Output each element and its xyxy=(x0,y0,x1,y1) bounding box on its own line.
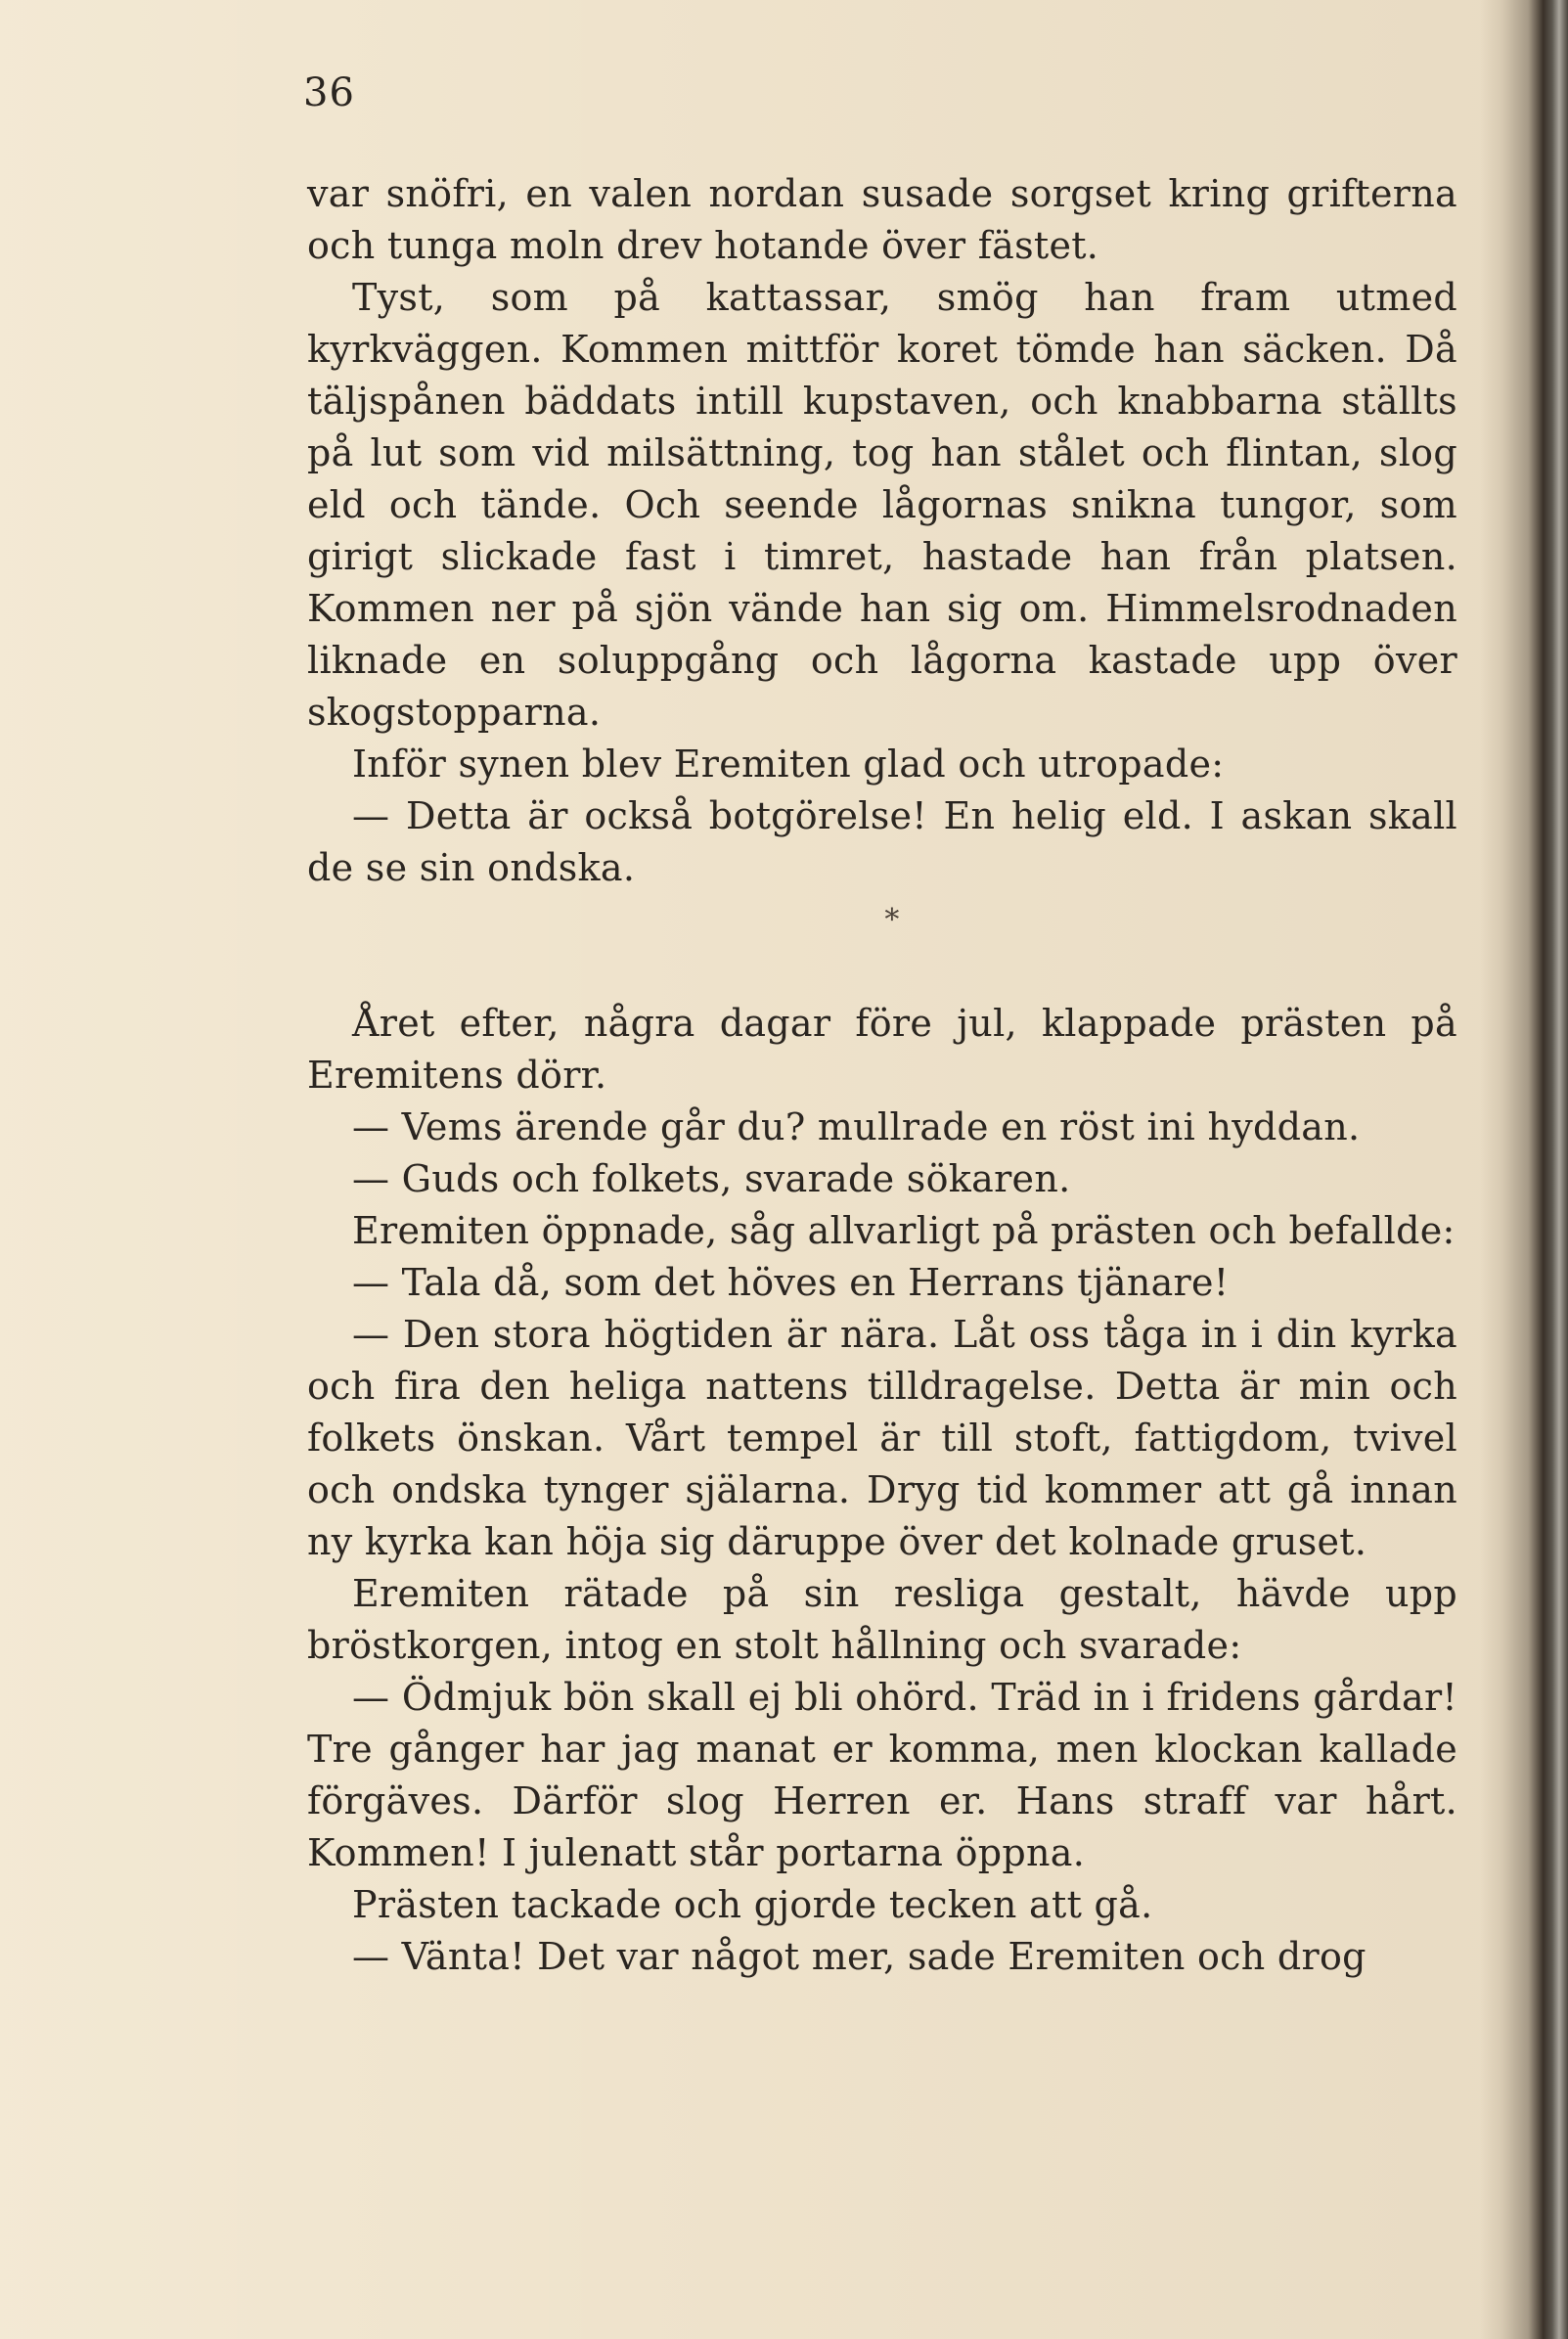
scene-break-asterisk: * xyxy=(884,903,900,937)
paragraph: Eremiten öppnade, såg allvarligt på prästen och befallde: xyxy=(352,1209,1456,1252)
body-text xyxy=(307,168,1457,1983)
dialogue-line: — Detta är också botgörelse! En helig eld. I askan skall de se sin ondska. xyxy=(307,794,1457,889)
paragraph: Prästen tackade och gjorde tecken att gå. xyxy=(352,1883,1153,1926)
dialogue-line: — Vems ärende går du? mullrade en röst ini hyddan. xyxy=(352,1105,1361,1148)
dialogue-line: — Den stora högtiden är nära. Låt oss tåga in i din kyrka och fira den heliga nattens tilldragelse. Detta är min och folkets önskan. Vårt tempel är till stoft, fattigdom, tvivel och ondska tynger själarna. Dryg tid kommer att gå innan ny kyrka kan höja sig däruppe över det kolnade gruset. xyxy=(307,1313,1457,1563)
dialogue-line: — Tala då, som det höves en Herrans tjänare! xyxy=(352,1261,1230,1304)
dialogue-line: — Ödmjuk bön skall ej bli ohörd. Träd in i fridens gårdar! Tre gånger har jag manat er komma, men klockan kallade förgäves. Därför slog Herren er. Hans straff var hårt. Kommen! I julenatt står portarna öppna. xyxy=(307,1676,1457,1874)
paragraph: Tyst, som på kattassar, smög han fram utmed kyrkväggen. Kommen mittför koret tömde han säcken. Då täljspånen bäddats intill kupstaven, och knabbarna ställts på lut som vid milsättning, tog han stålet och flintan, slog eld och tände. Och seende lågornas snikna tungor, som girigt slickade fast i timret, hastade han från platsen. Kommen ner på sjön vände han sig om. Himmelsrodnaden liknade en soluppgång och lågorna kastade upp över skogstopparna. xyxy=(307,276,1457,734)
page-number: 36 xyxy=(303,70,355,115)
paragraph: Eremiten rätade på sin resliga gestalt, hävde upp bröstkorgen, intog en stolt hållning och svarade: xyxy=(307,1572,1457,1667)
book-spine-shadow xyxy=(1480,0,1568,2339)
paragraph: Året efter, några dagar före jul, klappade prästen på Eremitens dörr. xyxy=(307,1002,1457,1097)
paragraph: Inför synen blev Eremiten glad och utropade: xyxy=(352,742,1225,786)
dialogue-line: — Vänta! Det var något mer, sade Eremiten och drog xyxy=(352,1935,1366,1978)
paragraph: var snöfri, en valen nordan susade sorgset kring grifterna och tunga moln drev hotande över fästet. xyxy=(307,172,1457,267)
dialogue-line: — Guds och folkets, svarade sökaren. xyxy=(352,1157,1071,1200)
